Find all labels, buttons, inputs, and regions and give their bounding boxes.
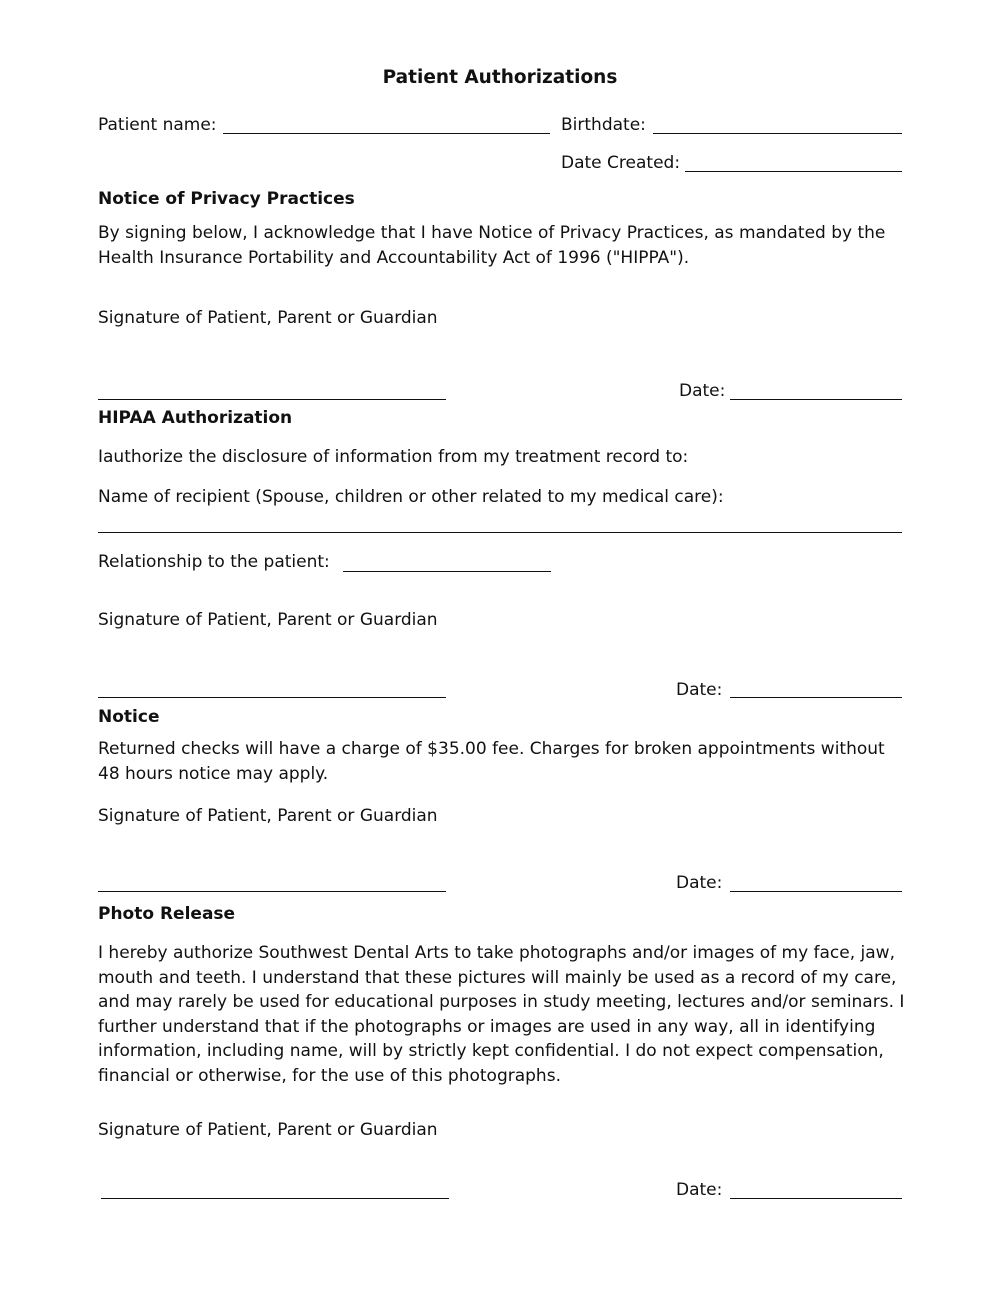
hipaa-signature-field[interactable] <box>98 697 446 698</box>
birthdate-field[interactable] <box>653 133 902 134</box>
photo-signature-field[interactable] <box>101 1198 449 1199</box>
photo-date-label: Date: <box>676 1180 723 1200</box>
page-title: Patient Authorizations <box>382 67 618 88</box>
date-created-field[interactable] <box>685 171 902 172</box>
photo-heading: Photo Release <box>98 904 236 924</box>
photo-body-line: further understand that if the photographs or images are used in any way, all in identifying <box>98 1016 876 1037</box>
hipaa-date-field[interactable] <box>730 697 902 698</box>
hipaa-authorize-text: Iauthorize the disclosure of information from my treatment record to: <box>98 447 689 467</box>
photo-body-line: mouth and teeth. I understand that these pictures will mainly be used as a record of my care, <box>98 967 897 988</box>
privacy-body: By signing below, I acknowledge that I have Notice of Privacy Practices, as mandated by the Health Insurance Portability and Accountability Act of 1996 ("HIPPA"). <box>98 223 886 268</box>
privacy-date-label: Date: <box>679 381 726 401</box>
hipaa-signature-label: Signature of Patient, Parent or Guardian <box>98 610 438 630</box>
notice-body: Returned checks will have a charge of $35.00 fee. Charges for broken appointments without 48 hours notice may apply. <box>98 739 885 784</box>
privacy-signature-label: Signature of Patient, Parent or Guardian <box>98 308 438 328</box>
birthdate-label: Birthdate: <box>561 115 646 135</box>
date-created-label: Date Created: <box>561 153 681 173</box>
photo-body-line: and may rarely be used for educational purposes in study meeting, lectures and/or seminars. I <box>98 992 905 1012</box>
hipaa-date-label: Date: <box>676 680 723 700</box>
notice-signature-field[interactable] <box>98 891 446 892</box>
photo-body-line: financial or otherwise, for the use of this photographs. <box>98 1065 561 1086</box>
privacy-heading: Notice of Privacy Practices <box>98 189 355 209</box>
privacy-signature-field[interactable] <box>98 399 446 400</box>
recipient-field[interactable] <box>98 532 902 533</box>
notice-date-label: Date: <box>676 873 723 893</box>
photo-body <box>98 941 918 1088</box>
photo-signature-label: Signature of Patient, Parent or Guardian <box>98 1120 438 1140</box>
hipaa-heading: HIPAA Authorization <box>98 408 293 428</box>
notice-signature-label: Signature of Patient, Parent or Guardian <box>98 806 438 826</box>
photo-body-line: information, including name, will by strictly kept confidential. I do not expect compensation, <box>98 1041 884 1061</box>
relationship-field[interactable] <box>343 571 551 572</box>
privacy-date-field[interactable] <box>730 399 902 400</box>
notice-heading: Notice <box>98 707 160 727</box>
relationship-label: Relationship to the patient: <box>98 552 330 572</box>
patient-name-label: Patient name: <box>98 115 217 135</box>
recipient-label: Name of recipient (Spouse, children or other related to my medical care): <box>98 487 724 507</box>
notice-date-field[interactable] <box>730 891 902 892</box>
photo-date-field[interactable] <box>730 1198 902 1199</box>
patient-name-field[interactable] <box>223 133 550 134</box>
photo-body-line: I hereby authorize Southwest Dental Arts to take photographs and/or images of my face, jaw, <box>98 943 895 963</box>
